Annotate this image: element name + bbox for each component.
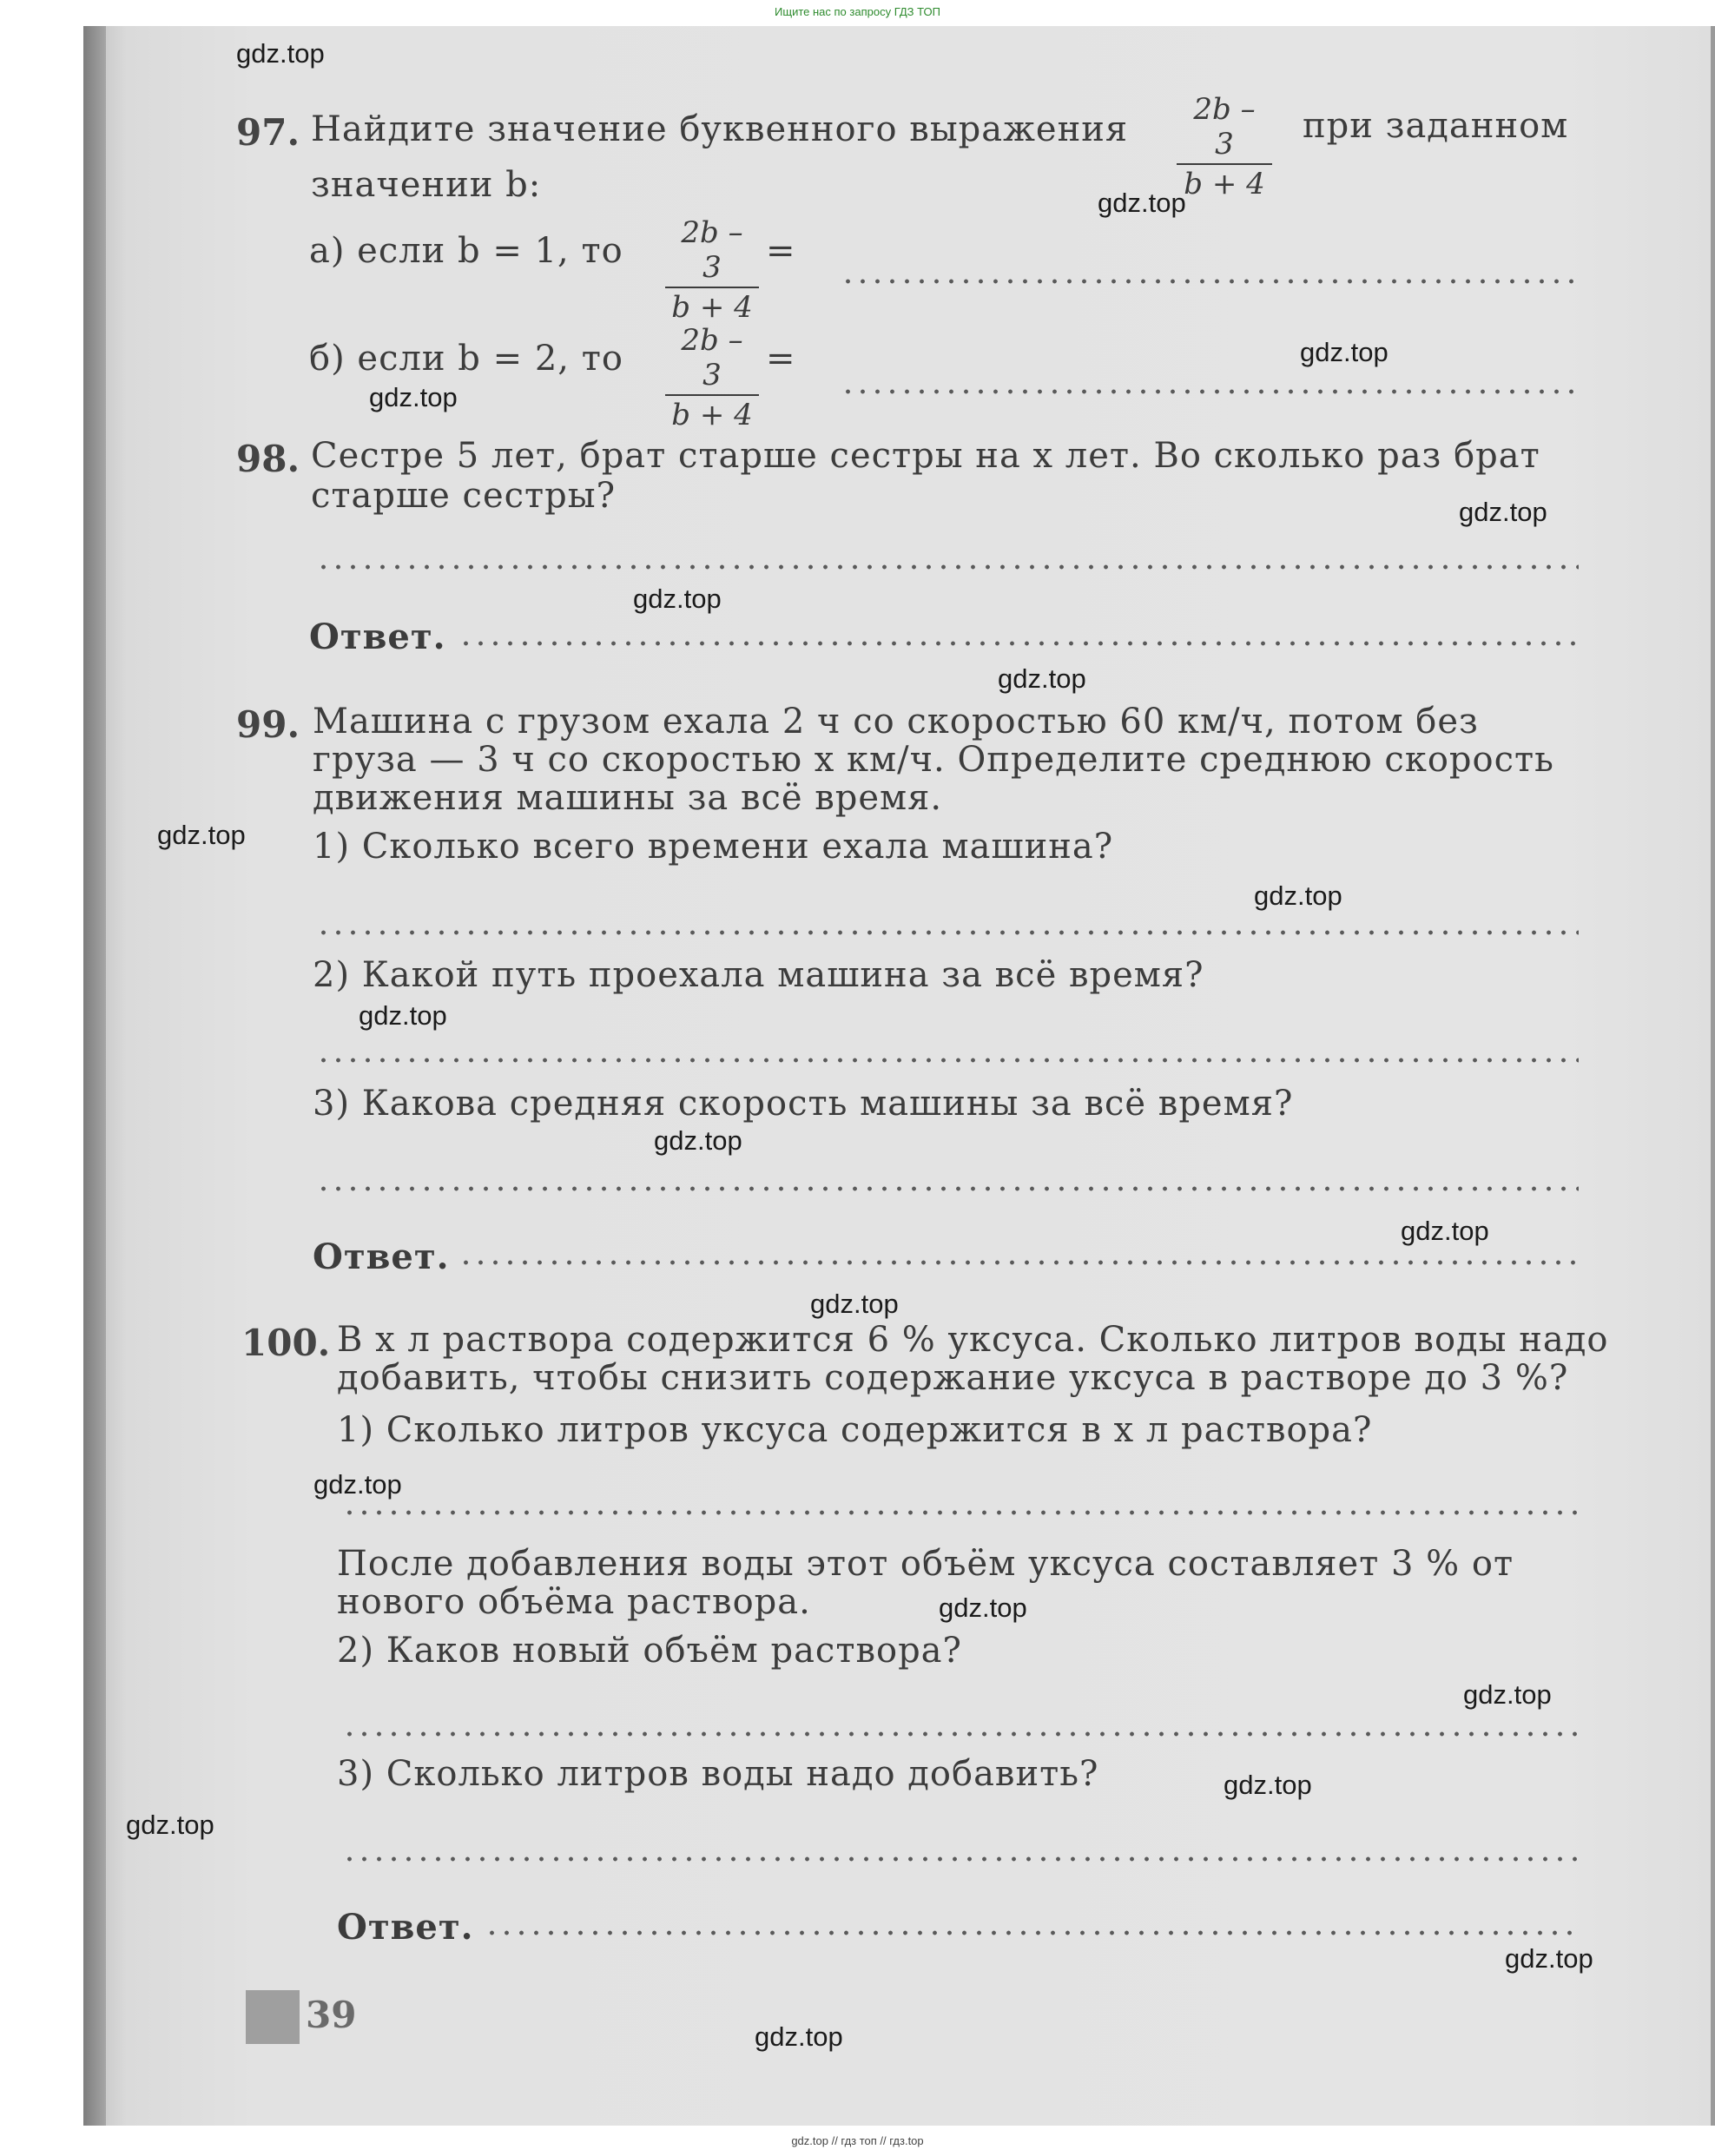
page-number: 39 [306,1994,357,2036]
problem-100-note-line2: нового объёма раствора. [337,1582,811,1622]
watermark-text: gdz.top [369,382,458,412]
problem-99-question-2: 2) Какой путь проехала машина за всё время? [313,955,1204,995]
watermark-text: gdz.top [939,1592,1027,1623]
watermark-text: gdz.top [633,584,722,614]
fraction-numerator: 2b – 3 [681,215,743,285]
fraction-denominator: b + 4 [671,290,753,325]
problem-97-text-line1: Найдите значение буквенного выражения [311,109,1129,149]
fraction-bar [1177,163,1272,165]
problem-97-part-b: б) если b = 2, то [309,339,623,379]
watermark-text: gdz.top [359,1000,447,1031]
answer-line-100-q2 [342,1731,1579,1737]
problem-99-question-1: 1) Сколько всего времени ехала машина? [313,827,1114,867]
answer-line-99-q2 [316,1057,1579,1064]
fraction-numerator: 2b – 3 [1193,92,1256,162]
problem-99-text-line3: движения машины за всё время. [313,778,943,818]
problem-98-text-line2: старше сестры? [311,476,617,516]
problem-100-question-1: 1) Сколько литров уксуса содержится в x л раствора? [337,1410,1373,1450]
fraction-numerator: 2b – 3 [681,323,743,392]
watermark-text: gdz.top [313,1469,402,1500]
problem-98-answer-label: Ответ. [309,616,446,657]
problem-100-number: 100. [241,1322,331,1364]
answer-line-100-q1 [342,1509,1579,1516]
problem-100-answer-label: Ответ. [337,1907,474,1948]
answer-line-99-q1 [316,929,1579,936]
watermark-text: gdz.top [157,820,246,850]
watermark-text: gdz.top [810,1289,899,1319]
problem-97-text-line1-end: при заданном [1303,106,1569,146]
problem-98-text-line1: Сестре 5 лет, брат старше сестры на x лет. Во сколько раз брат [311,436,1540,476]
fraction-denominator: b + 4 [671,398,753,432]
page-gutter [83,26,106,2126]
problem-100-question-2: 2) Каков новый объём раствора? [337,1631,962,1671]
top-banner: Ищите нас по запросу ГДЗ ТОП [775,5,940,18]
watermark-text: gdz.top [654,1125,742,1156]
watermark-text: gdz.top [126,1810,214,1840]
problem-97-text-line2: значении b: [311,165,542,205]
fraction-bar [665,394,759,396]
problem-100-text-line2: добавить, чтобы снизить содержание уксуса в растворе до 3 %? [337,1358,1569,1398]
problem-100-note-line1: После добавления воды этот объём уксуса составляет 3 % от [337,1544,1514,1584]
answer-line-100-q3 [342,1856,1579,1863]
problem-98-number: 98. [236,438,300,480]
watermark-text: gdz.top [236,38,325,69]
problem-99-text-line2: груза — 3 ч со скоростью x км/ч. Определите среднюю скорость [313,740,1554,780]
answer-line-97b [841,388,1579,395]
problem-99-text-line1: Машина с грузом ехала 2 ч со скоростью 60 км/ч, потом без [313,702,1479,742]
watermark-text: gdz.top [1463,1679,1552,1710]
problem-99-number: 99. [236,703,300,746]
answer-line-99-q3 [316,1185,1579,1192]
watermark-text: gdz.top [998,663,1086,694]
fraction-bar [665,287,759,288]
problem-99-answer-label: Ответ. [313,1236,450,1277]
problem-97-expression [1177,92,1272,201]
answer-line-98 [458,640,1579,647]
problem-97-number: 97. [236,111,300,154]
problem-97-part-a: а) если b = 1, то [309,231,623,271]
equals-sign: = [766,339,795,379]
answer-line-99 [458,1259,1579,1266]
watermark-text: gdz.top [1401,1216,1489,1246]
equals-sign: = [766,231,795,271]
problem-100-text-line1: В x л раствора содержится 6 % уксуса. Сколько литров воды надо [337,1320,1609,1360]
watermark-text: gdz.top [1254,880,1342,911]
watermark-text: gdz.top [1098,188,1186,218]
page-right-edge [1711,26,1715,2126]
problem-100-question-3: 3) Сколько литров воды надо добавить? [337,1754,1099,1794]
watermark-text: gdz.top [755,2021,843,2052]
watermark-text: gdz.top [1459,497,1547,527]
problem-97-b-expression [665,323,759,432]
watermark-text: gdz.top [1300,337,1388,367]
problem-97-a-expression [665,215,759,325]
watermark-text: gdz.top [1224,1770,1312,1800]
problem-99-question-3: 3) Какова средняя скорость машины за всё время? [313,1084,1294,1124]
watermark-text: gdz.top [1505,1943,1593,1974]
bottom-banner: gdz.top // гдз топ // гдз.top [791,2134,924,2147]
answer-line-97a [841,278,1579,285]
page-number-marker [246,1990,300,2044]
answer-line-98-work [316,564,1579,570]
answer-line-100 [485,1929,1579,1936]
fraction-denominator: b + 4 [1184,167,1265,201]
